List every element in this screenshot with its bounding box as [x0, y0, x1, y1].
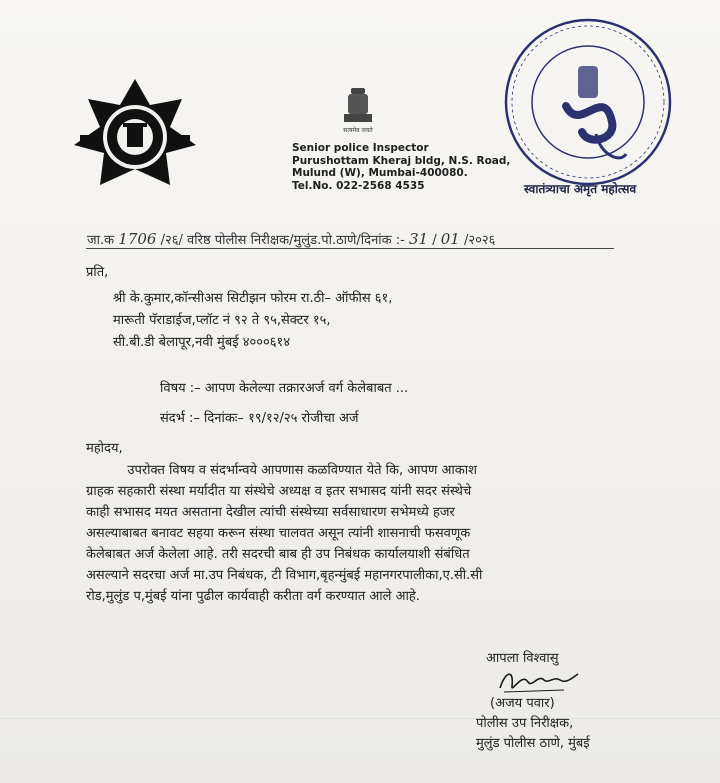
- salutation: महोदय,: [86, 441, 123, 456]
- police-badge-icon: [70, 75, 200, 195]
- letter-body: [86, 460, 681, 607]
- signer-designation: पोलीस उप निरीक्षक,: [476, 716, 574, 731]
- official-stamp-icon: [500, 14, 676, 190]
- reference-date-line: संदर्भ :– दिनांकः– १९/१२/२५ रोजीचा अर्ज: [160, 411, 359, 426]
- recipient-line: मारूती पॅराडाईज,प्लॉट नं ९२ ते ९५,सेक्टर १५,: [113, 313, 331, 328]
- paper-fold: [0, 718, 720, 719]
- letterhead-address: [292, 142, 510, 192]
- ref-day: 31: [408, 230, 429, 248]
- national-emblem-icon: [336, 86, 380, 136]
- body-line: काही सभासद मयत असताना देखील त्यांची संस्थेच्या सर्वसाधारण सभेमध्ये हजर: [86, 505, 455, 520]
- recipient-line: सी.बी.डी बेलापूर,नवी मुंबई ४०००६१४: [113, 335, 291, 350]
- body-line: असल्याने सदरचा अर्ज मा.उप निबंधक, टी विभाग,बृहन्मुंबई महानगरपालीका,ए.सी.सी: [86, 568, 483, 583]
- reference-line: जा.क 1706 /२६/ वरिष्ठ पोलीस निरीक्षक/मुलुंड.पो.ठाणे/दिनांक :- 31 / 01 /२०२६: [87, 230, 496, 248]
- address-line-2: Mulund (W), Mumbai-400080.: [292, 167, 468, 179]
- ref-year: /२०२६: [463, 233, 496, 248]
- recipient-line: श्री के.कुमार,कॉन्सीअस सिटीझन फोरम रा.ठी– ऑफीस ६१,: [113, 291, 393, 306]
- ref-month: 01: [440, 230, 460, 248]
- body-line: उपरोक्त विषय व संदर्भान्वये आपणास कळविण्यात येते कि, आपण आकाश: [86, 463, 477, 478]
- body-line: रोड,मुलुंड प,मुंबई यांना पुढील कार्यवाही करीता वर्ग करण्यात आले आहे.: [86, 589, 420, 604]
- ref-number: 1706: [118, 230, 157, 248]
- body-line: ग्राहक सहकारी संस्था मर्यादीत या संस्थेचे अध्यक्ष व इतर सभासद यांनी सदर संस्थेचे: [86, 484, 472, 499]
- stamp-caption: स्वातंत्र्याचा अमृत महोत्सव: [524, 182, 637, 196]
- subject-line: विषय :– आपण केलेल्या तक्रारअर्ज वर्ग केलेबाबत ...: [160, 381, 409, 396]
- reference-underline: [86, 248, 614, 249]
- signer-block: [476, 694, 590, 754]
- designation: Senior police Inspector: [292, 142, 429, 154]
- address-line-1: Purushottam Kheraj bldg, N.S. Road,: [292, 154, 511, 167]
- closing: आपला विश्वासु: [486, 651, 559, 666]
- signer-station: मुलुंड पोलीस ठाणे, मुंबई: [476, 736, 590, 751]
- body-line: केलेबाबत अर्ज केलेला आहे. तरी सदरची बाब ही उप निबंधक कार्यालयाशी संबंधित: [86, 547, 470, 562]
- recipient-label: प्रति,: [86, 265, 109, 280]
- emblem-motto: सत्यमेव जयते: [343, 127, 373, 134]
- telephone: Tel.No. 022-2568 4535: [292, 179, 425, 192]
- signer-name: (अजय पवार): [490, 696, 555, 711]
- ref-office: वरिष्ठ पोलीस निरीक्षक/मुलुंड.पो.ठाणे/दिनांक :-: [187, 233, 405, 248]
- ref-mid: /२६/: [160, 233, 183, 248]
- body-line: असल्याबाबत बनावट सहया करून संस्था चालवत असून त्यांनी शासनाची फसवणूक: [86, 526, 471, 541]
- ref-prefix: जा.क: [87, 233, 115, 248]
- recipient-address: [113, 288, 392, 354]
